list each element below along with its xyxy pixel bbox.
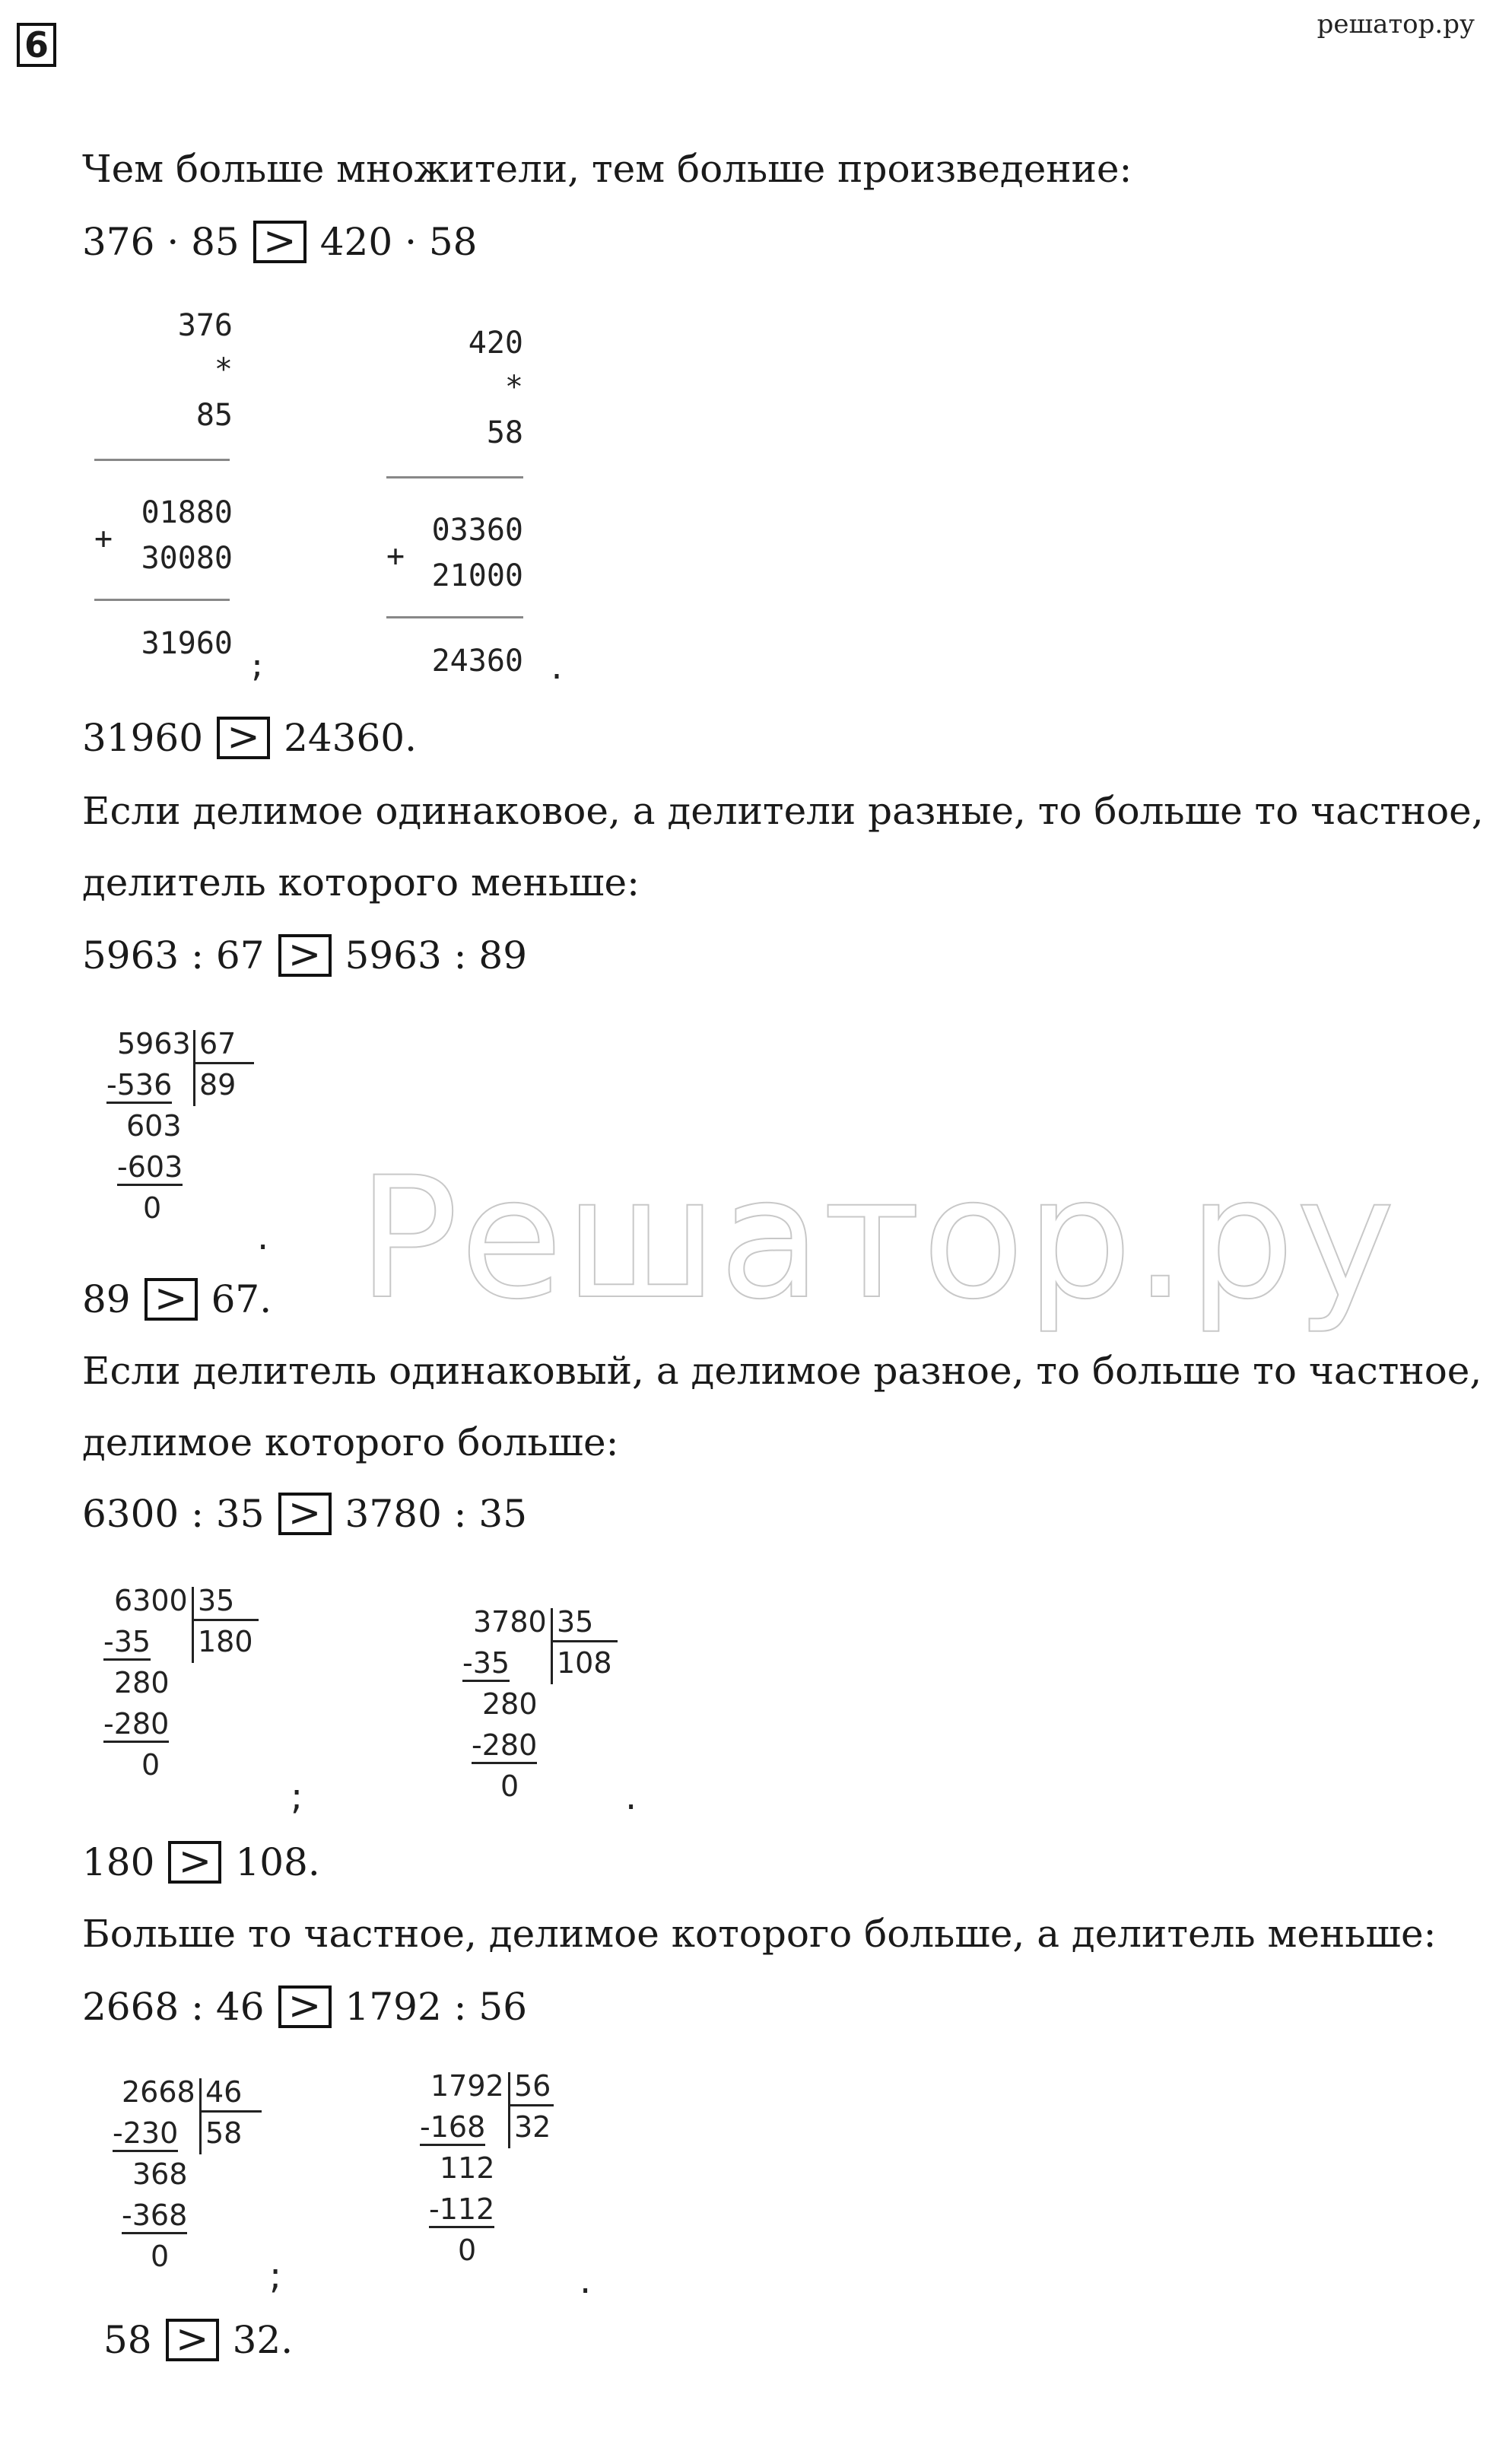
remainder-1: 368 (132, 2157, 188, 2191)
quotient: 89 (199, 1068, 237, 1102)
long-division-4 (113, 2075, 310, 2303)
divisor: 67 (199, 1027, 237, 1060)
divider-line (94, 599, 230, 601)
expr-left: 6300 : 35 (82, 1492, 265, 1536)
value-right: 24360. (284, 716, 418, 760)
remainder-final: 0 (151, 2240, 170, 2273)
separator: . (625, 1776, 637, 1818)
dividend: 2668 (122, 2075, 195, 2109)
expr-left: 5963 : 67 (82, 933, 265, 978)
expr-right: 5963 : 89 (345, 933, 528, 978)
rule-text-2a: Если делимое одинаковое, а делители разные, то больше то частное, (82, 789, 1484, 833)
separator: ; (291, 1776, 303, 1818)
remainder-1: 280 (482, 1687, 538, 1721)
result-comparison-2 (82, 1277, 272, 1324)
rule-text-3b: делимое которого больше: (82, 1420, 619, 1464)
partial-product-2: 30080 (141, 541, 233, 576)
multiply-sign: * (214, 352, 233, 387)
product-result: 24360 (431, 644, 523, 679)
division-bar (551, 1608, 553, 1684)
division-bar (552, 1640, 618, 1642)
partial-product-1: 03360 (431, 513, 523, 548)
subtrahend-2: -368 (122, 2199, 187, 2234)
division-bar (199, 2078, 202, 2154)
divider-line (386, 476, 523, 478)
remainder-final: 0 (141, 1748, 160, 1782)
comparison-1 (82, 219, 478, 266)
remainder-1: 280 (114, 1666, 170, 1699)
comparison-2 (82, 933, 527, 980)
factor-b: 58 (486, 415, 523, 450)
remainder-1: 112 (440, 2151, 495, 2185)
result-comparison-4 (103, 2317, 293, 2364)
division-bar (192, 1587, 194, 1663)
comparison-3 (82, 1491, 527, 1538)
division-bar (201, 2110, 262, 2113)
comparison-sign-box: > (278, 1986, 332, 2028)
rule-text-1: Чем больше множители, тем больше произведение: (82, 147, 1132, 191)
long-division-1 (106, 1027, 289, 1258)
subtrahend-1: -230 (113, 2116, 178, 2152)
factor-a: 376 (177, 308, 233, 343)
subtrahend-1: -35 (103, 1625, 151, 1661)
value-right: 108. (235, 1840, 320, 1884)
rule-text-3a: Если делитель одинаковый, а делимое разное, то больше то частное, (82, 1349, 1482, 1393)
separator: ; (269, 2255, 282, 2297)
quotient: 108 (557, 1646, 612, 1680)
divisor: 46 (205, 2075, 243, 2109)
divider-line (386, 616, 523, 618)
product-result: 31960 (141, 626, 233, 661)
value-left: 89 (82, 1277, 131, 1321)
separator: . (257, 1216, 269, 1258)
separator: . (580, 2259, 592, 2302)
comparison-sign-box: > (168, 1841, 221, 1884)
result-comparison-1 (82, 715, 417, 762)
rule-text-4: Больше то частное, делимое которого больше, а делитель меньше: (82, 1912, 1437, 1956)
separator: ; (248, 649, 267, 684)
value-left: 180 (82, 1840, 155, 1884)
long-division-2 (103, 1584, 332, 1818)
factor-b: 85 (195, 398, 233, 433)
comparison-sign-box: > (278, 934, 332, 977)
expr-left: 376 · 85 (82, 220, 240, 264)
factor-a: 420 (468, 326, 523, 361)
remainder-final: 0 (143, 1191, 162, 1225)
subtrahend-2: -603 (117, 1150, 183, 1186)
dividend: 1792 (430, 2069, 504, 2103)
multiplication-1 (90, 308, 267, 684)
dividend: 5963 (117, 1027, 191, 1060)
divisor: 56 (514, 2069, 551, 2103)
comparison-sign-box: > (253, 221, 307, 263)
expr-right: 1792 : 56 (345, 1985, 528, 2029)
long-division-3 (462, 1605, 660, 1833)
quotient: 180 (198, 1625, 253, 1658)
site-name: решатор.ру (1317, 9, 1475, 40)
comparison-sign-box: > (166, 2319, 219, 2361)
comparison-sign-box: > (217, 717, 270, 759)
subtrahend-1: -35 (462, 1646, 510, 1682)
expr-right: 420 · 58 (319, 220, 478, 264)
remainder-final: 0 (500, 1769, 519, 1803)
value-right: 67. (211, 1277, 272, 1321)
partial-product-1: 01880 (141, 495, 233, 530)
rule-text-2b: делитель которого меньше: (82, 860, 640, 905)
dividend: 3780 (473, 1605, 547, 1639)
comparison-sign-box: > (278, 1493, 332, 1535)
divider-line (94, 459, 230, 461)
dividend: 6300 (114, 1584, 188, 1617)
result-comparison-3 (82, 1839, 320, 1887)
comparison-sign-box: > (145, 1278, 198, 1321)
quotient: 32 (514, 2110, 551, 2144)
subtrahend-2: -280 (103, 1707, 169, 1743)
separator: . (548, 651, 567, 686)
division-bar (510, 2104, 554, 2106)
expr-right: 3780 : 35 (345, 1492, 528, 1536)
multiply-sign: * (504, 370, 523, 405)
value-right: 32. (232, 2318, 294, 2362)
divisor: 35 (198, 1584, 235, 1617)
division-bar (508, 2072, 510, 2148)
remainder-1: 603 (126, 1109, 182, 1143)
partial-product-2: 21000 (431, 558, 523, 593)
divisor: 35 (557, 1605, 594, 1639)
plus-sign: + (386, 539, 405, 574)
comparison-4 (82, 1984, 527, 2031)
plus-sign: + (94, 521, 113, 556)
subtrahend-2: -112 (429, 2192, 494, 2228)
multiplication-2 (380, 326, 567, 691)
subtrahend-2: -280 (472, 1728, 537, 1764)
watermark: Решатор.ру (357, 1141, 1397, 1336)
long-division-5 (420, 2069, 618, 2313)
subtrahend-1: -168 (420, 2110, 485, 2146)
division-bar (195, 1062, 254, 1064)
task-number-badge: 6 (17, 23, 56, 67)
division-bar (193, 1619, 259, 1621)
value-left: 31960 (82, 716, 204, 760)
quotient: 58 (205, 2116, 243, 2150)
value-left: 58 (103, 2318, 152, 2362)
subtrahend-1: -536 (106, 1068, 172, 1104)
division-bar (193, 1030, 195, 1106)
remainder-final: 0 (458, 2233, 477, 2267)
expr-left: 2668 : 46 (82, 1985, 265, 2029)
